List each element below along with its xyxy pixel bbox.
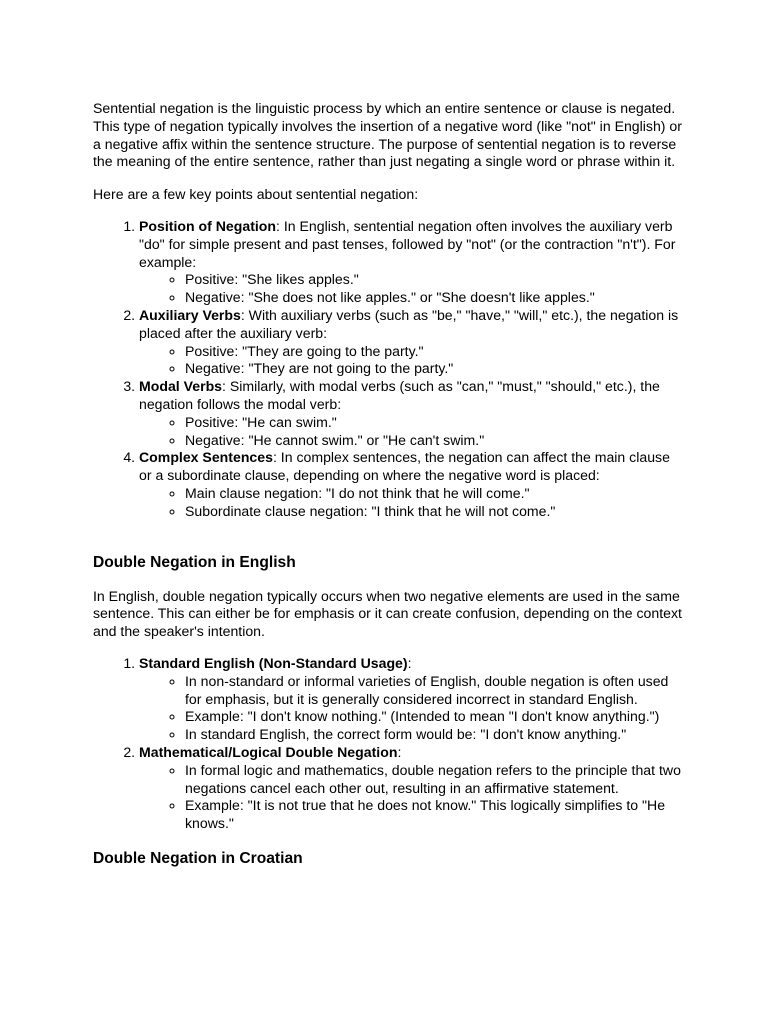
section-heading-croatian: Double Negation in Croatian (93, 849, 303, 867)
english-double-negation-list (93, 655, 683, 833)
item-title: Standard English (Non-Standard Usage) (139, 654, 408, 671)
sub-list-item: ◦ Subordinate clause negation: "I think that he will not come." (185, 503, 683, 521)
document-body (93, 100, 683, 884)
sub-list (139, 762, 683, 833)
sub-list-item: ◦ Example: "It is not true that he does not know." This logically simplifies to "He knows." (185, 797, 683, 833)
point-text: : Similarly, with modal verbs (such as "can," "must," "should," etc.), the negation follows the modal verb: (139, 378, 660, 412)
section-heading-english: Double Negation in English (93, 553, 296, 571)
sub-list-item: ◦ Negative: "He cannot swim." or "He can't swim." (185, 432, 683, 450)
intro-paragraph: Sentential negation is the linguistic process by which an entire sentence or clause is negated. This type of negation typically involves the insertion of a negative word (like "not" in English) or a negative affix within the sentence structure. The purpose of sentential negation is to reverse the meaning of the entire sentence, rather than just negating a single word or phrase within it. (93, 100, 682, 170)
key-points-list (93, 218, 683, 521)
point-title: Position of Negation (139, 217, 277, 234)
sub-list (139, 414, 683, 450)
sub-list-item: ◦ Positive: "He can swim." (185, 414, 683, 432)
point-title: Auxiliary Verbs (139, 306, 241, 323)
list-item (139, 449, 683, 520)
point-title: Modal Verbs (139, 378, 223, 395)
point-text: : In complex sentences, the negation can affect the main clause or a subordinate clause, depending on where the negative word is placed: (139, 449, 670, 484)
list-item (139, 307, 683, 378)
point-text: : With auxiliary verbs (such as "be," "have," "will," etc.), the negation is placed after the auxiliary verb: (139, 306, 679, 341)
sub-list-item: ◦ Positive: "She likes apples." (185, 271, 683, 289)
sub-list-item: ◦ Main clause negation: "I do not think that he will come." (185, 485, 683, 503)
sub-list-item: ◦ In formal logic and mathematics, double negation refers to the principle that two negations cancel each other out, resulting in an affirmative statement. (185, 762, 683, 798)
sub-list-item: ◦ Positive: "They are going to the party." (185, 343, 683, 361)
sub-list (139, 485, 683, 521)
sub-list-item: ◦ Negative: "She does not like apples." or "She doesn't like apples." (185, 289, 683, 307)
sub-list-item: ◦ In non-standard or informal varieties of English, double negation is often used for emphasis, but it is generally considered incorrect in standard English. (185, 673, 683, 709)
list-item (139, 218, 683, 307)
item-title: Mathematical/Logical Double Negation (139, 743, 398, 760)
sub-list-item: ◦ Negative: "They are not going to the party." (185, 360, 683, 378)
sub-list-item: ◦ Example: "I don't know nothing." (Intended to mean "I don't know anything.") (185, 708, 683, 726)
list-item (139, 378, 683, 449)
sub-list (139, 343, 683, 379)
sub-list (139, 673, 683, 744)
key-points-lead: Here are a few key points about sentential negation: (93, 186, 419, 203)
english-paragraph: In English, double negation typically occurs when two negative elements are used in the same sentence. This can either be for emphasis or it can create confusion, depending on the context and the speaker's intention. (93, 587, 682, 640)
point-text: : In English, sentential negation often involves the auxiliary verb "do" for simple present and past tenses, followed by "not" (or the contraction "n't"). For example: (139, 217, 676, 270)
item-text: : (407, 654, 412, 671)
sub-list (139, 271, 683, 307)
sub-list-item: ◦ In standard English, the correct form would be: "I don't know anything." (185, 726, 683, 744)
list-item (139, 655, 683, 744)
item-text: : (397, 743, 402, 760)
list-item (139, 744, 683, 833)
point-title: Complex Sentences (139, 449, 273, 466)
